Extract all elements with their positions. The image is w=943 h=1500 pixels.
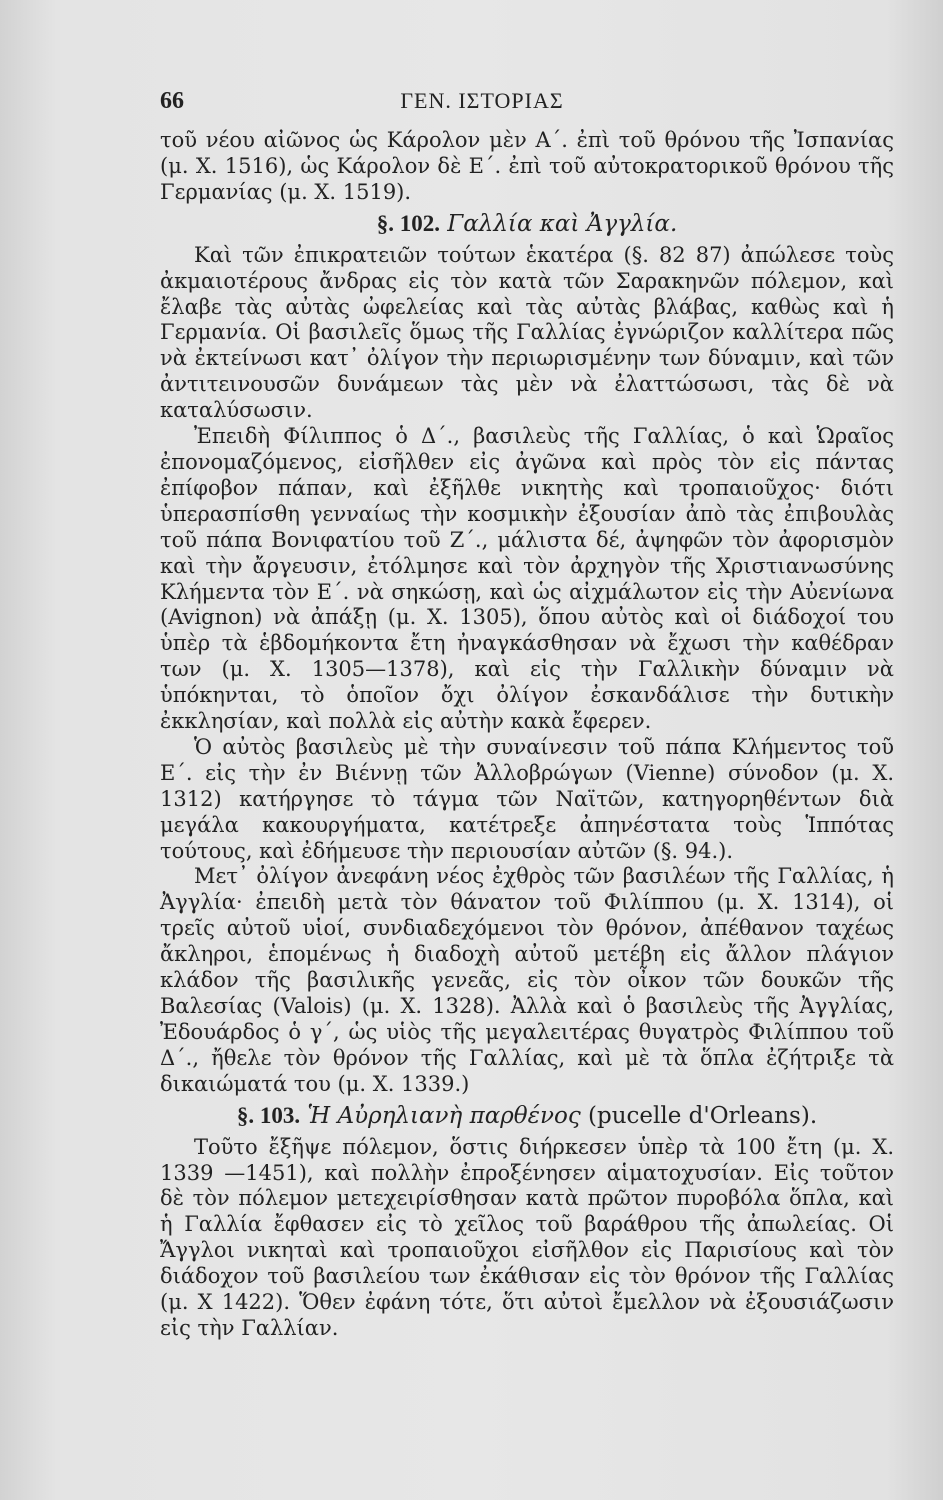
paragraph: Τοῦτο ἔξῆψε πόλεμον, ὅστις διήρκεσεν ὑπὲρ τὰ 100 ἔτη (μ. Χ. 1339 —1451), καὶ πολλὴν ἐπροξένησεν αἱματοχυσίαν. Εἰς τοῦτον δὲ τὸν πόλεμον μετεχειρίσθησαν κατὰ πρῶτον πυροβόλα ὅπλα, καὶ ἡ Γαλλία ἔφθασεν εἰς τὸ χεῖλος τοῦ βαράθρου τῆς ἀπωλείας. Οἱ Ἄγγλοι νικηταὶ καὶ τροπαιοῦχοι εἰσῆλθον εἰς Παρισίους καὶ τὸν διάδοχον τοῦ βασιλείου των ἐκάθισαν εἰς τὸν θρόνον τῆς Γαλλίας (μ. Χ 1422). Ὅθεν ἐφάνη τότε, ὅτι αὐτοὶ ἔμελλον νὰ ἐξουσιάζωσιν εἰς τὴν Γαλλίαν. — [160, 1134, 894, 1340]
section-103-title: Ἡ Αὐρηλιανὴ παρθένος — [307, 1102, 581, 1129]
section-102-heading — [160, 209, 894, 239]
paragraph: Ὁ αὐτὸς βασιλεὺς μὲ τὴν συναίνεσιν τοῦ πάπα Κλήμεντος τοῦ Ε΄. εἰς τὴν ἐν Βιέννῃ τῶν Ἀλλοβρώγων (Vienne) σύνοδον (μ. Χ. 1312) κατήργησε τὸ τάγμα τῶν Ναϊτῶν, κατηγορηθέντων διὰ μεγάλα κακουργήματα, κατέτρεξε ἀπηνέστατα τοὺς Ἱππότας τούτους, καὶ ἐδήμευσε τὴν περιουσίαν αὐτῶν (§. 94.). — [160, 734, 894, 863]
page-header — [160, 88, 804, 118]
section-102-number: §. 102. — [376, 210, 440, 236]
section-102-title: Γαλλία καὶ Ἀγγλία. — [447, 210, 678, 237]
running-title: ΓΕΝ. ΙΣΤΟΡΙΑΣ — [400, 88, 564, 113]
paragraph: Μετ᾽ ὀλίγον ἀνεφάνη νέος ἐχθρὸς τῶν βασιλέων τῆς Γαλλίας, ἡ Ἀγγλία· ἐπειδὴ μετὰ τὸν θάνατον τοῦ Φιλίππου (μ. Χ. 1314), οἱ τρεῖς αὐτοῦ υἱοί, συνδιαδεχόμενοι τὸν θρόνον, ἀπέθανον ταχέως ἄκληροι, ἑπομένως ἡ διαδοχὴ αὐτοῦ μετέβη εἰς ἄλλον πλάγιον κλάδον τῆς βασιλικῆς γενεᾶς, εἰς τὸν οἶκον τῶν δουκῶν τῆς Βαλεσίας (Valois) (μ. Χ. 1328). Ἀλλὰ καὶ ὁ βασιλεὺς τῆς Ἀγγλίας, Ἐδουάρδος ὁ γ΄, ὡς υἱὸς τῆς μεγαλειτέρας θυγατρὸς Φιλίππου τοῦ Δ΄., ἤθελε τὸν θρόνον τῆς Γαλλίας, καὶ μὲ τὰ ὅπλα ἐζήτριξε τὰ δικαιώματά του (μ. Χ. 1339.) — [160, 864, 894, 1096]
body-text — [160, 128, 894, 1342]
intro-paragraph: τοῦ νέου αἰῶνος ὡς Κάρολον μὲν Α΄. ἐπὶ τοῦ θρόνου τῆς Ἰσπανίας (μ. Χ. 1516), ὡς Κάρολον δὲ Ε΄. ἐπὶ τοῦ αὐτοκρατορικοῦ θρόνου τῆς Γερμανίας (μ. Χ. 1519). — [160, 128, 894, 204]
section-103-title-suffix: (pucelle d'Orleans). — [588, 1102, 818, 1129]
paragraph: Ἐπειδὴ Φίλιππος ὁ Δ΄., βασιλεὺς τῆς Γαλλίας, ὁ καὶ Ὡραῖος ἐπονομαζόμενος, εἰσῆλθεν εἰς ἀγῶνα καὶ πρὸς τὸν εἰς πάντας ἐπίφοβον πάπαν, καὶ ἐξῆλθε νικητὴς καὶ τροπαιοῦχος· διότι ὑπερασπίσθη γενναίως τὴν κοσμικὴν ἐξουσίαν ἀπὸ τὰς ἐπιβουλὰς τοῦ πάπα Βονιφατίου τοῦ Ζ΄., μάλιστα δέ, ἀψηφῶν τὸν ἀφορισμὸν καὶ τὴν ἄργευσιν, ἐτόλμησε καὶ τὸν ἀρχηγὸν τῆς Χριστιανωσύνης Κλήμεντα τὸν Ε΄. νὰ σηκώσῃ, καὶ ὡς αἰχμάλωτον εἰς τὴν Αὐενίωνα (Avignon) νὰ ἀπάξῃ (μ. Χ. 1305), ὅπου αὐτὸς καὶ οἱ διάδοχοί του ὑπὲρ τὰ ἑβδομήκοντα ἔτη ἠναγκάσθησαν νὰ ἔχωσι τὴν καθέδραν των (μ. Χ. 1305—1378), καὶ εἰς τὴν Γαλλικὴν δύναμιν νὰ ὑπόκηνται, τὸ ὁποῖον ὄχι ὀλίγον ἐσκανδάλισε τὴν δυτικὴν ἐκκλησίαν, καὶ πολλὰ εἰς αὐτὴν κακὰ ἔφερεν. — [160, 424, 894, 734]
section-103-heading — [160, 1101, 894, 1131]
paragraph: Καὶ τῶν ἐπικρατειῶν τούτων ἑκατέρα (§. 82 87) ἀπώλεσε τοὺς ἀκμαιοτέρους ἄνδρας εἰς τὸν κατὰ τῶν Σαρακηνῶν πόλεμον, καὶ ἔλαβε τὰς αὐτὰς ὠφελείας καὶ τὰς αὐτὰς βλάβας, καθὼς καὶ ἡ Γερμανία. Οἱ βασιλεῖς ὅμως τῆς Γαλλίας ἐγνώριζον καλλίτερα πῶς νὰ ἐκτείνωσι κατ᾽ ὀλίγον τὴν περιωρισμένην των δύναμιν, καὶ τῶν ἀντιτεινουσῶν δυνάμεων τὰς μὲν νὰ ἐλαττώσωσι, τὰς δὲ νὰ καταλύσωσιν. — [160, 242, 894, 423]
section-103-number: §. 103. — [236, 1102, 301, 1128]
page-number: 66 — [160, 88, 184, 114]
